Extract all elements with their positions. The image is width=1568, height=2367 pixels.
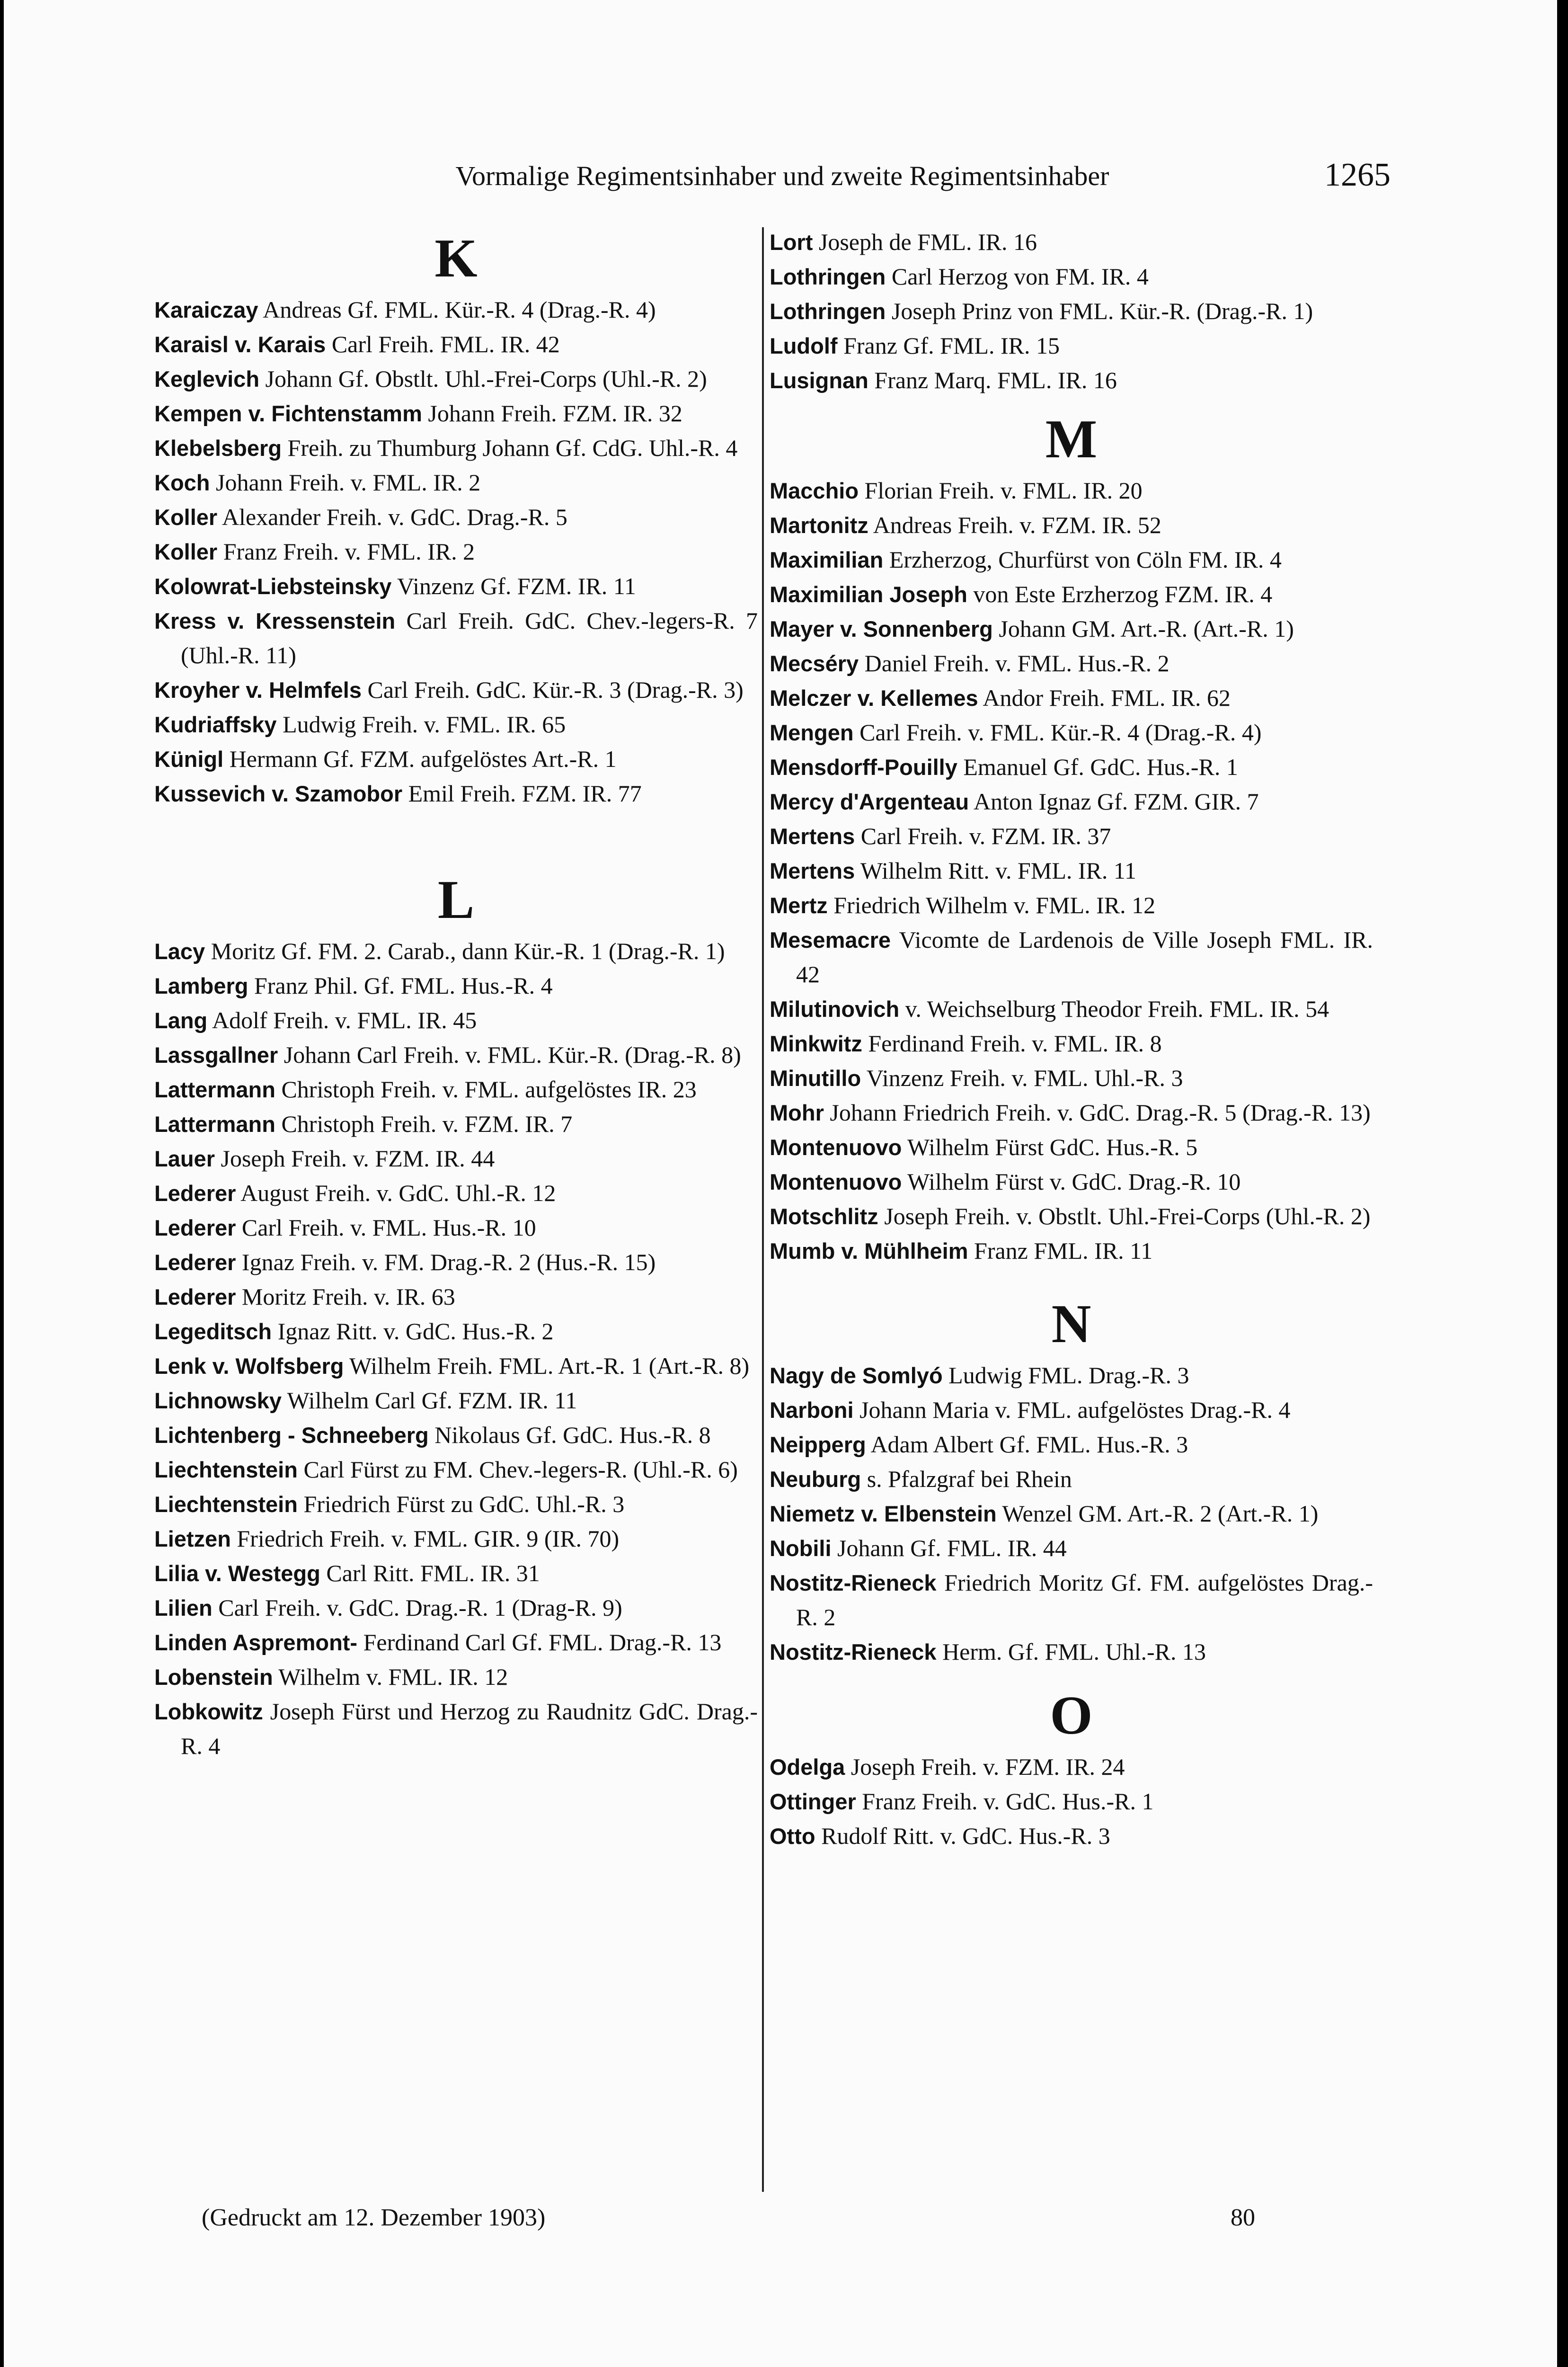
entry-name: Mensdorff-Pouilly — [770, 755, 957, 780]
entry-details: Joseph Fürst und Herzog zu Raudnitz GdC. Drag.-R. 4 — [181, 1698, 758, 1759]
entry-name: Lamberg — [154, 973, 248, 998]
entry-details: Carl Freih. FML. IR. 42 — [326, 331, 560, 357]
entry-details: Friedrich Wilhelm v. FML. IR. 12 — [827, 892, 1156, 918]
entry-name: Koch — [154, 470, 210, 495]
index-entry — [770, 1095, 1373, 1130]
entry-details: Carl Freih. v. FZM. IR. 37 — [855, 823, 1111, 849]
entry-details: Vinzenz Freih. v. FML. Uhl.-R. 3 — [861, 1065, 1183, 1091]
entry-name: Lilia v. Westegg — [154, 1561, 320, 1586]
entry-details: Wilhelm v. FML. IR. 12 — [273, 1664, 508, 1690]
entry-name: Nobili — [770, 1536, 832, 1561]
entry-name: Lichtenberg - Schneeberg — [154, 1423, 429, 1448]
entry-name: Lilien — [154, 1595, 213, 1620]
index-entry — [154, 1694, 758, 1763]
entry-details: Franz Phil. Gf. FML. Hus.-R. 4 — [248, 972, 553, 999]
entry-details: Joseph Freih. v. FZM. IR. 24 — [845, 1753, 1125, 1780]
entry-details: Carl Freih. v. FML. Kür.-R. 4 (Drag.-R. 4) — [853, 719, 1262, 746]
entry-details: Daniel Freih. v. FML. Hus.-R. 2 — [859, 650, 1169, 676]
entry-details: Johann Gf. Obstlt. Uhl.-Frei-Corps (Uhl.-R. 2) — [259, 365, 707, 392]
index-entry — [770, 577, 1373, 612]
entry-name: Maximilian — [770, 547, 884, 572]
entry-name: Lietzen — [154, 1526, 231, 1551]
index-entry — [154, 1487, 758, 1522]
entry-name: Lusignan — [770, 368, 868, 393]
index-entry — [770, 1784, 1373, 1819]
index-entry — [770, 1130, 1373, 1165]
entry-name: Liechtenstein — [154, 1457, 298, 1482]
entry-name: Odelga — [770, 1754, 845, 1780]
entry-name: Mercy d'Argenteau — [770, 789, 969, 814]
entry-details: Ferdinand Freih. v. FML. IR. 8 — [862, 1030, 1162, 1057]
entry-details: Ignaz Freih. v. FM. Drag.-R. 2 (Hus.-R. 15) — [236, 1249, 656, 1275]
entry-name: Legeditsch — [154, 1319, 272, 1344]
entry-name: Niemetz v. Elbenstein — [770, 1501, 997, 1526]
entry-details: Adam Albert Gf. FML. Hus.-R. 3 — [866, 1431, 1188, 1458]
entry-details: Joseph Freih. v. Obstlt. Uhl.-Frei-Corps (Uhl.-R. 2) — [878, 1203, 1371, 1229]
entry-details: Rudolf Ritt. v. GdC. Hus.-R. 3 — [815, 1823, 1110, 1849]
entry-name: Lang — [154, 1008, 208, 1033]
entry-name: Mesemacre — [770, 927, 891, 952]
entry-details: s. Pfalzgraf bei Rhein — [861, 1466, 1072, 1492]
entry-details: Franz Marq. FML. IR. 16 — [868, 367, 1117, 393]
entry-name: Mecséry — [770, 651, 859, 676]
entry-details: Wilhelm Carl Gf. FZM. IR. 11 — [282, 1387, 577, 1414]
index-entry — [770, 473, 1373, 508]
index-entry — [770, 1566, 1373, 1635]
entry-details: Moritz Gf. FM. 2. Carab., dann Kür.-R. 1 (Drag.-R. 1) — [205, 938, 725, 964]
entry-details: Anton Ignaz Gf. FZM. GIR. 7 — [969, 788, 1259, 815]
index-entry — [154, 1591, 758, 1625]
entry-name: Lichnowsky — [154, 1388, 282, 1413]
index-entry — [154, 293, 758, 327]
entry-details: Wilhelm Fürst v. GdC. Drag.-R. 10 — [902, 1168, 1241, 1195]
index-entry — [770, 923, 1373, 992]
index-entry — [154, 431, 758, 465]
entry-details: Franz Freih. v. GdC. Hus.-R. 1 — [856, 1788, 1154, 1815]
index-entry — [770, 1635, 1373, 1669]
entry-name: Lauer — [154, 1146, 215, 1171]
entry-details: Friedrich Fürst zu GdC. Uhl.-R. 3 — [297, 1491, 625, 1517]
index-entry — [770, 1531, 1373, 1566]
entry-name: Ludolf — [770, 333, 838, 358]
entry-name: Ottinger — [770, 1789, 856, 1814]
index-entry — [154, 1314, 758, 1349]
index-entry — [154, 1280, 758, 1314]
index-entry — [154, 604, 758, 673]
entry-details: Friedrich Moritz Gf. FM. aufgelöstes Drag.-R. 2 — [796, 1569, 1373, 1630]
entry-details: Hermann Gf. FZM. aufgelöstes Art.-R. 1 — [223, 746, 617, 772]
entry-name: Lobkowitz — [154, 1699, 263, 1724]
entry-name: Mertens — [770, 824, 855, 849]
entry-name: Koller — [154, 539, 218, 564]
entry-details: Moritz Freih. v. IR. 63 — [236, 1283, 455, 1310]
index-entry — [770, 363, 1373, 398]
entry-name: Lederer — [154, 1250, 236, 1275]
index-entry — [770, 612, 1373, 646]
entry-name: Mohr — [770, 1100, 824, 1125]
index-entry — [154, 1383, 758, 1418]
index-entry — [154, 327, 758, 362]
index-entry — [154, 465, 758, 500]
index-entry — [154, 1625, 758, 1660]
entry-details: Wenzel GM. Art.-R. 2 (Art.-R. 1) — [996, 1500, 1319, 1527]
entry-details: Emanuel Gf. GdC. Hus.-R. 1 — [957, 754, 1238, 780]
section-letter: K — [434, 228, 478, 289]
index-entry — [154, 934, 758, 969]
section-letter: N — [1051, 1294, 1091, 1354]
index-entry — [770, 294, 1373, 329]
entry-details: Ludwig FML. Drag.-R. 3 — [942, 1362, 1189, 1388]
entry-details: Christoph Freih. v. FML. aufgelöstes IR. 23 — [275, 1076, 697, 1103]
index-entry — [154, 1072, 758, 1107]
entry-details: Andreas Freih. v. FZM. IR. 52 — [868, 512, 1161, 538]
entry-details: Erzherzog, Churfürst von Cöln FM. IR. 4 — [883, 546, 1282, 573]
entry-name: Lederer — [154, 1284, 236, 1309]
entry-name: Lacy — [154, 939, 205, 964]
entry-name: Lederer — [154, 1181, 236, 1206]
index-entry — [770, 259, 1373, 294]
entry-details: August Freih. v. GdC. Uhl.-R. 12 — [236, 1180, 556, 1206]
index-entry — [770, 1427, 1373, 1462]
entry-name: Kress v. Kressenstein — [154, 608, 396, 633]
index-entry — [770, 715, 1373, 750]
page-number: 1265 — [1324, 157, 1391, 193]
entry-details: Florian Freih. v. FML. IR. 20 — [859, 477, 1143, 504]
index-entry — [770, 1358, 1373, 1393]
entry-details: Carl Freih. GdC. Chev.-legers-R. 7 (Uhl.-R. 11) — [181, 607, 758, 668]
index-entry — [154, 1107, 758, 1141]
entry-details: Ignaz Ritt. v. GdC. Hus.-R. 2 — [272, 1318, 554, 1344]
entry-details: Johann Carl Freih. v. FML. Kür.-R. (Drag.-R. 8) — [278, 1041, 741, 1068]
index-entry — [154, 396, 758, 431]
entry-details: Wilhelm Fürst GdC. Hus.-R. 5 — [902, 1134, 1198, 1160]
letter-section — [154, 228, 758, 811]
entry-details: Johann GM. Art.-R. (Art.-R. 1) — [992, 615, 1294, 642]
index-entry — [770, 1234, 1373, 1268]
entry-name: Maximilian Joseph — [770, 582, 967, 607]
index-entry — [154, 776, 758, 811]
index-entry — [770, 819, 1373, 854]
index-entry — [770, 1199, 1373, 1234]
entry-name: Mertz — [770, 893, 828, 918]
entry-name: Mertens — [770, 858, 855, 883]
entry-name: Kudriaffsky — [154, 712, 277, 737]
index-entry — [154, 1452, 758, 1487]
entry-name: Otto — [770, 1824, 815, 1849]
entry-details: Johann Freih. FZM. IR. 32 — [422, 400, 682, 427]
entry-details: Freih. zu Thumburg Johann Gf. CdG. Uhl.-R. 4 — [282, 435, 738, 461]
entry-name: Kroyher v. Helmfels — [154, 677, 362, 703]
index-entry — [154, 969, 758, 1003]
letter-section — [770, 409, 1373, 1268]
right-column — [770, 225, 1373, 1853]
entry-name: Neipperg — [770, 1432, 866, 1457]
index-entry — [154, 707, 758, 742]
entry-name: Nagy de Somlyó — [770, 1363, 943, 1388]
entry-details: Carl Freih. GdC. Kür.-R. 3 (Drag.-R. 3) — [361, 676, 744, 703]
index-entry — [770, 1819, 1373, 1853]
column-divider — [762, 227, 764, 2192]
letter-section — [770, 1685, 1373, 1853]
entry-details: von Este Erzherzog FZM. IR. 4 — [967, 581, 1273, 607]
section-letter: O — [1050, 1685, 1093, 1746]
index-entry — [154, 1418, 758, 1452]
entry-name: Montenuovo — [770, 1135, 902, 1160]
entry-details: Adolf Freih. v. FML. IR. 45 — [207, 1007, 477, 1033]
index-entry — [770, 854, 1373, 888]
index-entry — [154, 673, 758, 707]
entry-name: Kussevich v. Szamobor — [154, 781, 403, 806]
index-entry — [154, 569, 758, 604]
letter-section — [770, 1294, 1373, 1669]
entry-details: Johann Maria v. FML. aufgelöstes Drag.-R. 4 — [853, 1397, 1291, 1423]
running-head: Vormalige Regimentsinhaber und zweite Regimentsinhaber — [455, 160, 1109, 191]
index-entry — [770, 1165, 1373, 1199]
entry-details: Carl Freih. v. GdC. Drag.-R. 1 (Drag-R. 9) — [212, 1594, 622, 1621]
index-entry — [770, 1393, 1373, 1427]
index-entry — [154, 500, 758, 534]
entry-name: Milutinovich — [770, 997, 900, 1022]
entry-details: Franz Gf. FML. IR. 15 — [837, 332, 1060, 359]
entry-details: Joseph Prinz von FML. Kür.-R. (Drag.-R. 1) — [886, 298, 1313, 324]
index-entry — [154, 1556, 758, 1591]
entry-details: Christoph Freih. v. FZM. IR. 7 — [275, 1111, 573, 1137]
index-entry — [770, 888, 1373, 923]
entry-name: Lothringen — [770, 299, 886, 324]
index-entry — [154, 362, 758, 396]
entry-details: Ludwig Freih. v. FML. IR. 65 — [276, 711, 566, 738]
entry-name: Nostitz-Rieneck — [770, 1639, 937, 1664]
index-entry — [770, 1750, 1373, 1784]
entry-name: Klebelsberg — [154, 436, 282, 461]
entry-details: Andor Freih. FML. IR. 62 — [978, 685, 1231, 711]
letter-section — [770, 225, 1373, 398]
entry-details: Wilhelm Freih. FML. Art.-R. 1 (Art.-R. 8) — [344, 1353, 750, 1379]
entry-details: Johann Gf. FML. IR. 44 — [831, 1535, 1067, 1561]
index-entry — [154, 1038, 758, 1072]
index-entry — [770, 784, 1373, 819]
entry-name: Linden Aspremont- — [154, 1630, 358, 1655]
entry-details: Alexander Freih. v. GdC. Drag.-R. 5 — [217, 504, 567, 530]
index-entry — [770, 750, 1373, 784]
entry-name: Lattermann — [154, 1077, 275, 1102]
entry-name: Koller — [154, 505, 218, 530]
entry-details: Franz FML. IR. 11 — [968, 1237, 1153, 1264]
print-date-note: (Gedruckt am 12. Dezember 1903) — [202, 2204, 546, 2231]
index-entry — [770, 225, 1373, 259]
entry-name: Liechtenstein — [154, 1492, 298, 1517]
index-entry — [770, 543, 1373, 577]
entry-name: Künigl — [154, 747, 224, 772]
entry-name: Montenuovo — [770, 1169, 902, 1194]
section-letter: M — [1045, 409, 1098, 470]
index-entry — [770, 1026, 1373, 1061]
index-entry — [770, 992, 1373, 1026]
entry-name: Minkwitz — [770, 1031, 862, 1056]
entry-details: Herm. Gf. FML. Uhl.-R. 13 — [936, 1638, 1206, 1665]
index-entry — [154, 1141, 758, 1176]
entry-name: Motschlitz — [770, 1204, 878, 1229]
entry-details: Carl Freih. v. FML. Hus.-R. 10 — [236, 1214, 536, 1241]
entry-name: Lassgallner — [154, 1042, 278, 1068]
index-entry — [154, 1349, 758, 1383]
index-entry — [154, 1522, 758, 1556]
entry-details: Vicomte de Lardenois de Ville Joseph FML. IR. 42 — [796, 926, 1373, 988]
page — [4, 0, 1557, 2367]
entry-name: Narboni — [770, 1397, 854, 1423]
entry-name: Lort — [770, 230, 813, 255]
entry-details: Carl Fürst zu FM. Chev.-legers-R. (Uhl.-R. 6) — [297, 1456, 738, 1483]
entry-details: Joseph Freih. v. FZM. IR. 44 — [215, 1145, 495, 1172]
entry-details: Emil Freih. FZM. IR. 77 — [402, 780, 642, 807]
entry-details: Joseph de FML. IR. 16 — [813, 229, 1037, 255]
entry-details: Johann Friedrich Freih. v. GdC. Drag.-R. 5 (Drag.-R. 13) — [824, 1099, 1371, 1126]
left-column — [154, 228, 758, 1763]
entry-name: Mayer v. Sonnenberg — [770, 616, 993, 641]
entry-details: Carl Ritt. FML. IR. 31 — [320, 1560, 540, 1586]
entry-details: Franz Freih. v. FML. IR. 2 — [217, 538, 475, 565]
entry-name: Melczer v. Kellemes — [770, 685, 978, 711]
index-entry — [154, 1245, 758, 1280]
entry-name: Neuburg — [770, 1467, 861, 1492]
entry-details: Carl Herzog von FM. IR. 4 — [886, 263, 1149, 290]
index-entry — [770, 508, 1373, 543]
entry-details: Friedrich Freih. v. FML. GIR. 9 (IR. 70) — [230, 1525, 620, 1552]
entry-name: Lenk v. Wolfsberg — [154, 1353, 344, 1379]
sheet-signature: 80 — [1231, 2204, 1255, 2231]
index-entry — [154, 1176, 758, 1210]
entry-name: Kempen v. Fichtenstamm — [154, 401, 422, 426]
entry-name: Lothringen — [770, 264, 886, 289]
letter-section — [154, 872, 758, 1763]
entry-details: Ferdinand Carl Gf. FML. Drag.-R. 13 — [357, 1629, 722, 1655]
index-entry — [154, 534, 758, 569]
index-entry — [154, 1660, 758, 1694]
index-entry — [770, 1462, 1373, 1496]
entry-name: Minutillo — [770, 1066, 861, 1091]
entry-name: Lederer — [154, 1215, 236, 1240]
index-entry — [770, 681, 1373, 715]
section-letter: L — [437, 870, 475, 930]
entry-details: v. Weichselburg Theodor Freih. FML. IR. 54 — [899, 996, 1329, 1022]
entry-details: Andreas Gf. FML. Kür.-R. 4 (Drag.-R. 4) — [258, 296, 656, 323]
entry-name: Mumb v. Mühlheim — [770, 1238, 968, 1264]
index-entry — [770, 646, 1373, 681]
entry-details: Vinzenz Gf. FZM. IR. 11 — [391, 573, 636, 599]
index-entry — [770, 1061, 1373, 1095]
index-entry — [154, 1210, 758, 1245]
entry-details: Wilhelm Ritt. v. FML. IR. 11 — [855, 857, 1137, 884]
entry-name: Mengen — [770, 720, 854, 745]
index-entry — [154, 1003, 758, 1038]
entry-name: Martonitz — [770, 513, 868, 538]
entry-name: Karaisl v. Karais — [154, 332, 326, 357]
index-entry — [154, 742, 758, 776]
entry-name: Keglevich — [154, 366, 260, 392]
index-entry — [770, 1496, 1373, 1531]
index-entry — [770, 329, 1373, 363]
entry-name: Lobenstein — [154, 1664, 273, 1690]
entry-name: Nostitz-Rieneck — [770, 1570, 937, 1595]
entry-name: Karaiczay — [154, 297, 258, 322]
entry-name: Kolowrat-Liebsteinsky — [154, 574, 392, 599]
entry-details: Johann Freih. v. FML. IR. 2 — [210, 469, 481, 496]
entry-name: Macchio — [770, 478, 859, 503]
entry-details: Nikolaus Gf. GdC. Hus.-R. 8 — [428, 1422, 711, 1448]
entry-name: Lattermann — [154, 1112, 275, 1137]
